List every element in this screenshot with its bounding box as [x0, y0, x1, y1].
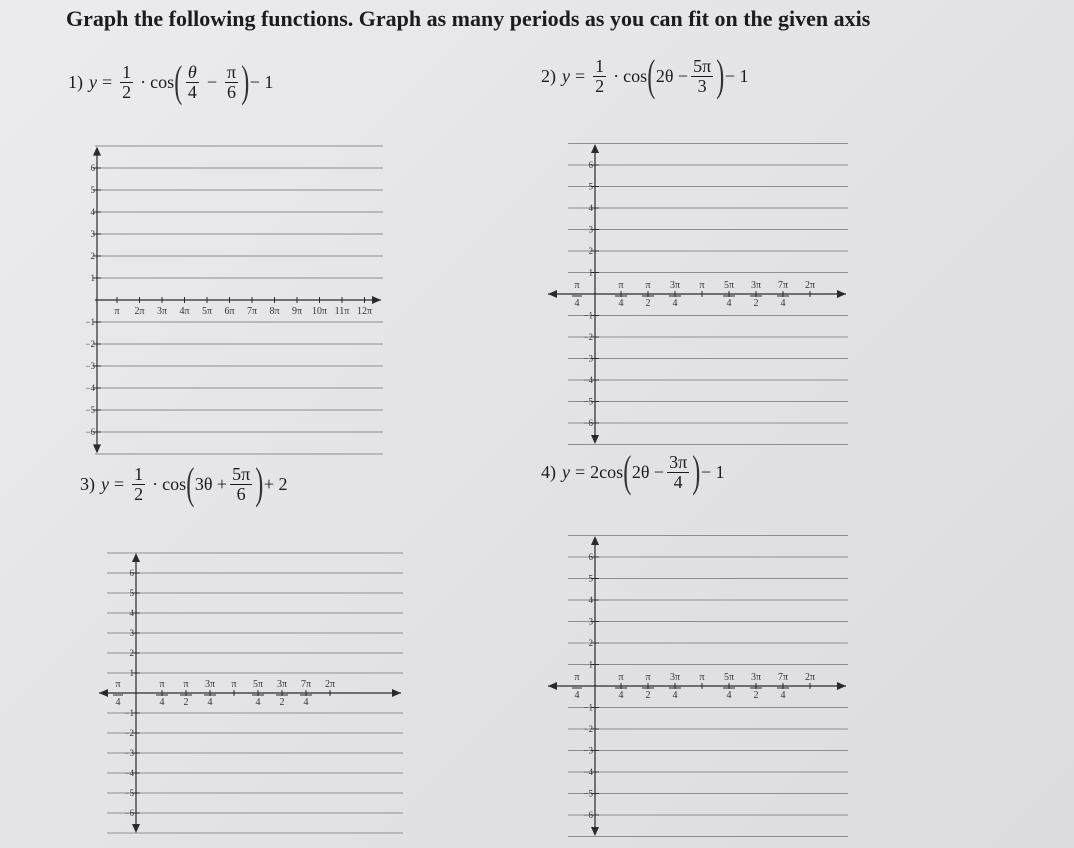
x-tick-label-den: 4 — [726, 690, 732, 701]
cos-function: cos — [150, 71, 175, 92]
x-tick-label: π — [699, 280, 705, 291]
y-tick-label: 6 — [90, 163, 95, 173]
y-tick-label: −6 — [85, 427, 95, 437]
y-tick-label: 5 — [588, 573, 593, 584]
x-tick-label: 2π — [324, 679, 336, 690]
y-tick-label: −4 — [124, 768, 134, 778]
graph-4-axes — [540, 540, 850, 840]
problem-number: 2) — [541, 65, 556, 86]
y-tick-label: −5 — [583, 396, 593, 407]
y-tick-label: −1 — [583, 702, 593, 713]
x-tick-label: 11π — [334, 306, 350, 317]
x-tick-label: 12π — [356, 306, 373, 317]
y-tick-label: −1 — [124, 708, 134, 718]
x-tick-label: 2π — [134, 306, 145, 317]
y-tick-label: 2 — [90, 251, 95, 261]
x-tick-label: 7π — [777, 280, 789, 291]
y-tick-label: −6 — [583, 418, 593, 428]
y-axis-arrow-down-icon — [591, 827, 599, 836]
x-tick-label: 7π — [246, 306, 258, 317]
x-tick-label: π — [183, 679, 189, 690]
x-tick-label-den: 4 — [672, 298, 678, 309]
x-tick-label: 8π — [269, 306, 280, 317]
graph-1-axes — [75, 146, 385, 446]
y-tick-label: −4 — [85, 383, 95, 393]
x-tick-label: π — [645, 672, 651, 683]
x-tick-label-den: 4 — [159, 697, 165, 708]
x-tick-label-den: 4 — [255, 697, 261, 708]
y-axis-arrow-up-icon — [591, 536, 599, 545]
y-axis-arrow-up-icon — [93, 147, 101, 156]
y-tick-label: 4 — [90, 207, 95, 217]
x-tick-label: 5π — [723, 280, 735, 291]
y-axis-arrow-down-icon — [591, 435, 599, 444]
x-axis-arrow-left-icon — [548, 290, 557, 298]
close-paren: ) — [692, 447, 701, 496]
y-tick-label: 6 — [129, 568, 134, 578]
x-tick-label: 3π — [669, 280, 681, 291]
x-tick-label-den: 4 — [618, 690, 624, 701]
y-tick-label: −3 — [583, 353, 593, 364]
x-tick-label: π — [159, 679, 165, 690]
graph-3-axes — [95, 556, 405, 842]
y-tick-label: −2 — [583, 724, 593, 734]
y-tick-label: 3 — [588, 224, 593, 235]
x-tick-label: π — [645, 280, 651, 291]
problem-4-equation: 4) y = 2cos ( 2θ − $\frac{3\pi}{4}$ ) − 1 — [541, 447, 725, 496]
y-axis-arrow-up-icon — [132, 553, 140, 562]
y-tick-label: 6 — [588, 552, 593, 562]
x-tick-label: 2π — [804, 672, 816, 683]
x-tick-label: π — [114, 306, 120, 317]
y-axis-arrow-down-icon — [93, 444, 101, 453]
x-tick-label-den: 4 — [726, 298, 732, 309]
x-tick-label-den: 2 — [645, 298, 651, 309]
worksheet-title: Graph the following functions. Graph as many periods as you can fit on the given axis — [66, 6, 871, 31]
y-tick-label: 3 — [588, 616, 593, 627]
close-paren: ) — [716, 51, 725, 100]
y-tick-label: 1 — [588, 267, 593, 278]
x-tick-label-den: 4 — [303, 697, 309, 708]
x-tick-label: π — [699, 672, 705, 683]
close-paren: ) — [255, 459, 264, 508]
problem-number: 4) — [541, 461, 556, 482]
y-tick-label: 1 — [90, 273, 95, 283]
x-tick-label-den: 2 — [279, 697, 285, 708]
y-axis-arrow-up-icon — [591, 144, 599, 153]
y-axis-arrow-down-icon — [132, 824, 140, 833]
coefficient-fraction: $\frac{1}{2}$ — [595, 55, 605, 96]
y-tick-label: −6 — [124, 808, 134, 818]
x-tick-label: π — [618, 280, 624, 291]
x-tick-label-neg: π — [574, 672, 580, 683]
x-tick-label-den: 2 — [645, 690, 651, 701]
cos-function: 2cos — [590, 461, 624, 482]
x-tick-label: 5π — [723, 672, 735, 683]
x-axis-arrow-left-icon — [548, 682, 557, 690]
y-tick-label: 2 — [129, 648, 134, 658]
y-tick-label: 5 — [588, 181, 593, 192]
open-paren: ( — [623, 447, 632, 496]
x-tick-label-neg: π — [115, 679, 121, 690]
x-tick-label-neg-den: 4 — [574, 690, 580, 701]
y-tick-label: −5 — [85, 405, 95, 415]
open-paren: ( — [186, 459, 195, 508]
x-tick-label: 10π — [311, 306, 328, 317]
coefficient-fraction: $\frac{1}{2}$ — [134, 463, 144, 504]
x-tick-label-den: 4 — [618, 298, 624, 309]
x-tick-label-den: 2 — [753, 298, 759, 309]
y-tick-label: 5 — [90, 185, 95, 195]
y-tick-label: 1 — [129, 668, 134, 678]
cos-function: cos — [162, 473, 187, 494]
x-tick-label-den: 2 — [183, 697, 189, 708]
x-tick-label: 3π — [156, 306, 168, 317]
y-tick-label: 6 — [588, 160, 593, 170]
y-tick-label: −3 — [124, 748, 134, 758]
open-paren: ( — [174, 57, 183, 106]
problem-number: 1) — [68, 71, 83, 92]
x-tick-label-den: 4 — [672, 690, 678, 701]
graph-2-axes — [540, 144, 850, 444]
x-tick-label: 5π — [201, 306, 213, 317]
y-tick-label: 3 — [129, 628, 134, 638]
x-tick-label: π — [618, 672, 624, 683]
y-tick-label: −4 — [583, 767, 593, 777]
y-tick-label: 5 — [129, 588, 134, 598]
x-tick-label: 3π — [750, 280, 762, 291]
y-tick-label: 4 — [588, 203, 593, 213]
x-tick-label: 3π — [204, 679, 216, 690]
x-tick-label-neg-den: 4 — [115, 697, 121, 708]
problem-number: 3) — [80, 473, 95, 494]
y-tick-label: −2 — [583, 332, 593, 342]
y-tick-label: −4 — [583, 375, 593, 385]
x-tick-label: 4π — [179, 306, 190, 317]
x-tick-label: 6π — [224, 306, 235, 317]
x-tick-label-den: 4 — [780, 690, 786, 701]
y-tick-label: −3 — [85, 361, 95, 371]
x-tick-label: π — [231, 679, 237, 690]
y-tick-label: −1 — [85, 317, 95, 327]
x-axis-arrow-right-icon — [372, 296, 381, 304]
y-tick-label: −3 — [583, 745, 593, 756]
open-paren: ( — [647, 51, 656, 100]
x-tick-label: 3π — [669, 672, 681, 683]
problem-2-equation: 2) y = $\frac{1}{2}$ · cos ( 2θ − $\frac{5\pi}{3}$ ) − 1 — [541, 51, 749, 100]
y-tick-label: 4 — [129, 608, 134, 618]
cos-function: cos — [623, 65, 648, 86]
y-tick-label: 4 — [588, 595, 593, 605]
x-tick-label-den: 2 — [753, 690, 759, 701]
x-tick-label-den: 4 — [207, 697, 213, 708]
x-axis-arrow-left-icon — [99, 689, 108, 697]
x-tick-label: 3π — [750, 672, 762, 683]
y-tick-label: 2 — [588, 638, 593, 648]
x-tick-label: 5π — [252, 679, 264, 690]
x-tick-label: 3π — [276, 679, 288, 690]
x-tick-label-neg-den: 4 — [574, 298, 580, 309]
x-axis-arrow-right-icon — [392, 689, 401, 697]
y-tick-label: −2 — [124, 728, 134, 738]
y-tick-label: 1 — [588, 659, 593, 670]
y-tick-label: −6 — [583, 810, 593, 820]
y-tick-label: −2 — [85, 339, 95, 349]
y-tick-label: 3 — [90, 229, 95, 239]
coefficient-fraction: $\frac{1}{2}$ — [122, 61, 132, 102]
x-tick-label-neg: π — [574, 280, 580, 291]
y-tick-label: 2 — [588, 246, 593, 256]
x-tick-label-den: 4 — [780, 298, 786, 309]
y-tick-label: −5 — [583, 788, 593, 799]
y-tick-label: −1 — [583, 310, 593, 321]
y-tick-label: −5 — [124, 788, 134, 798]
x-axis-arrow-right-icon — [837, 682, 846, 690]
x-tick-label: 9π — [291, 306, 303, 317]
problem-1-equation: 1) y = $\frac{1}{2}$ · cos ( $\frac{\theta}{4}$ − $\frac{\pi}{6}$ ) − 1 — [68, 57, 274, 106]
x-tick-label: 2π — [804, 280, 816, 291]
close-paren: ) — [241, 57, 250, 106]
problem-3-equation: 3) y = $\frac{1}{2}$ · cos ( 3θ + $\frac{5\pi}{6}$ ) + 2 — [80, 459, 288, 508]
x-tick-label: 7π — [777, 672, 789, 683]
x-tick-label: 7π — [300, 679, 312, 690]
x-axis-arrow-right-icon — [837, 290, 846, 298]
